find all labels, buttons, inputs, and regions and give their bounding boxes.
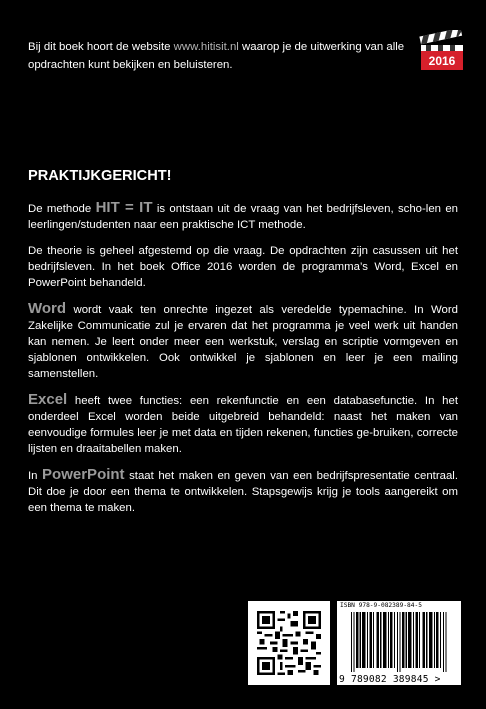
qr-code[interactable] bbox=[248, 601, 330, 685]
isbn-number: ISBN 978-9-082389-84-5 bbox=[340, 602, 422, 609]
website-notice bbox=[28, 38, 418, 74]
method-text-start: De methode bbox=[28, 203, 96, 215]
ean-end-mark: > bbox=[434, 674, 441, 685]
paragraph-word bbox=[28, 301, 458, 382]
page-title: PRAKTIJKGERICHT! bbox=[28, 168, 172, 184]
intro-text-end: waarop je de uitwerking van alle opdrachten kunt bekijken en beluisteren. bbox=[28, 41, 405, 71]
paragraph-method bbox=[28, 200, 458, 233]
qr-code-icon bbox=[257, 611, 321, 675]
paragraph-theory: De theorie is geheel afgestemd op die vraag. De opdrachten zijn casussen uit het bedrijfsleven. In het boek Office 2016 worden de programma’s Word, Excel en PowerPoint behandeld. bbox=[28, 245, 458, 289]
powerpoint-text-start: In bbox=[28, 470, 43, 482]
word-text: wordt vaak ten onrechte ingezet als veredelde typemachine. In Word Zakelijke Communicatie zul je ervaren dat het programma je veel werk uit handen kan nemen. Je leert onder meer een werkstuk, verslag en scriptie vormgeven en sjablonen ontwikkelen. Ook ontwikkel je sjablonen en leer je een mailing samenstellen. bbox=[28, 304, 458, 380]
ean-group-right: 389845 bbox=[392, 674, 429, 685]
back-cover-text bbox=[28, 168, 458, 526]
barcode-bars bbox=[343, 612, 455, 672]
paragraph-excel bbox=[28, 392, 458, 457]
office-2016-logo bbox=[419, 30, 465, 72]
intro-text-start: Bij dit boek hoort de website bbox=[28, 41, 174, 53]
clapperboard-icon bbox=[419, 30, 465, 72]
powerpoint-highlight: PowerPoint bbox=[42, 466, 125, 483]
method-name: HIT = IT bbox=[95, 199, 153, 216]
method-text-end: is ontstaan uit de vraag van het bedrijfsleven, scho-len en leerlingen/studenten naar een praktische ICT methode. bbox=[28, 203, 459, 231]
isbn-barcode bbox=[337, 601, 461, 685]
excel-text: heeft twee functies: een rekenfunctie en een databasefunctie. In het onderdeel Excel worden beide uitgebreid behandeld: naast het maken van eenvoudige formules leer je met data en tijden rekenen, functies ge-bruiken, correcte lijsten en draaitabellen maken. bbox=[28, 395, 458, 455]
ean-first-digit: 9 bbox=[339, 674, 345, 685]
powerpoint-text-end: staat het maken en geven van een bedrijfspresentatie centraal. Dit doe je door een thema te ontwikkelen. Stapsgewijs krijg je tools aangereikt om een thema te maken. bbox=[28, 470, 458, 514]
paragraph-powerpoint bbox=[28, 467, 458, 516]
excel-highlight: Excel bbox=[28, 391, 68, 408]
logo-year: 2016 bbox=[428, 54, 456, 68]
website-link[interactable]: www.hitisit.nl bbox=[173, 41, 239, 53]
ean-group-left: 789082 bbox=[350, 674, 387, 685]
word-highlight: Word bbox=[28, 300, 67, 317]
ean-digits bbox=[339, 674, 441, 685]
